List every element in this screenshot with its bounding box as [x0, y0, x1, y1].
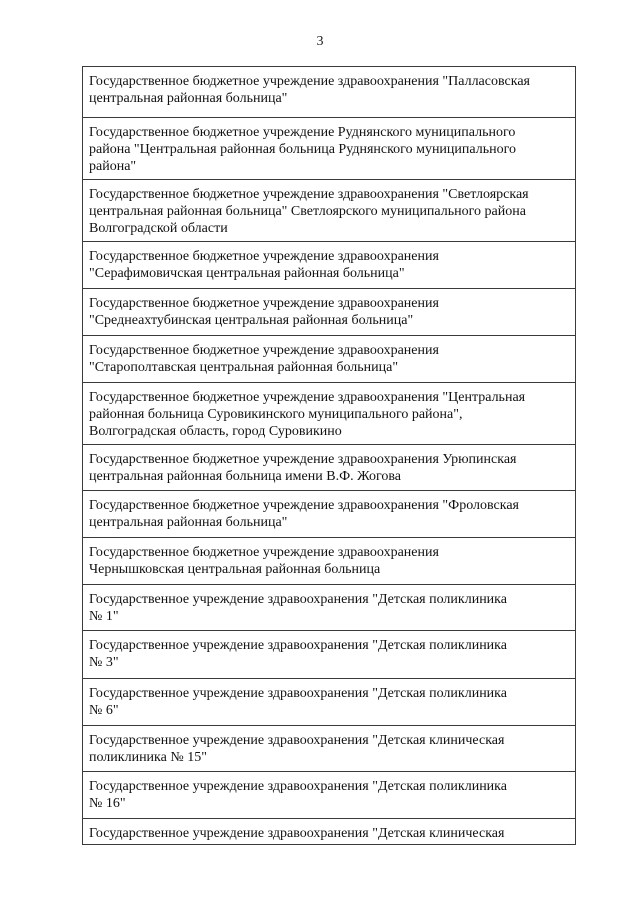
table-cell: Государственное учреждение здравоохранения "Детская поликлиника № 16": [89, 779, 507, 811]
table-cell: Государственное бюджетное учреждение Руднянского муниципального района "Центральная районная больница Руднянского муниципального района": [89, 125, 516, 174]
table-cell: Государственное учреждение здравоохранения "Детская клиническая: [89, 826, 505, 841]
table-row: [83, 67, 575, 118]
table-cell: Государственное бюджетное учреждение здравоохранения Урюпинская центральная районная больница имени В.Ф. Жогова: [89, 452, 517, 484]
table-row: [83, 819, 575, 845]
table-row: [83, 289, 575, 336]
table-cell: Государственное бюджетное учреждение здравоохранения "Старополтавская центральная районная больница": [89, 343, 439, 375]
table-cell: Государственное бюджетное учреждение здравоохранения "Среднеахтубинская центральная районная больница": [89, 296, 439, 328]
table-row: [83, 679, 575, 726]
table-cell: Государственное бюджетное учреждение здравоохранения "Фроловская центральная районная больница": [89, 498, 519, 530]
table-row: [83, 242, 575, 289]
table-cell: Государственное бюджетное учреждение здравоохранения "Палласовская центральная районная больница": [89, 74, 530, 106]
table-row: [83, 491, 575, 538]
table-row: [83, 631, 575, 679]
table-row: [83, 772, 575, 819]
table-row: [83, 538, 575, 585]
table-cell: Государственное учреждение здравоохранения "Детская поликлиника № 3": [89, 638, 507, 670]
table-row: [83, 383, 575, 445]
table-row: [83, 336, 575, 383]
table-cell: Государственное бюджетное учреждение здравоохранения "Серафимовичская центральная районная больница": [89, 249, 439, 281]
table-cell: Государственное бюджетное учреждение здравоохранения "Центральная районная больница Суровикинского муниципального района", Волгоградская область, город Суровикино: [89, 390, 526, 439]
table-cell: Государственное учреждение здравоохранения "Детская поликлиника № 6": [89, 686, 507, 718]
page-number: 3: [316, 34, 324, 49]
table-row: [83, 180, 575, 242]
table-row: [83, 445, 575, 491]
table-row: [83, 118, 575, 180]
table-cell: Государственное бюджетное учреждение здравоохранения Чернышковская центральная районная больница: [89, 545, 439, 577]
table-cell: Государственное бюджетное учреждение здравоохранения "Светлоярская центральная районная больница" Светлоярского муниципального района Волгоградской области: [89, 187, 529, 236]
table-row: [83, 726, 575, 772]
table-cell: Государственное учреждение здравоохранения "Детская поликлиника № 1": [89, 592, 507, 624]
table-row: [83, 585, 575, 631]
institutions-table: [82, 66, 576, 845]
table-cell: Государственное учреждение здравоохранения "Детская клиническая поликлиника № 15": [89, 733, 505, 765]
